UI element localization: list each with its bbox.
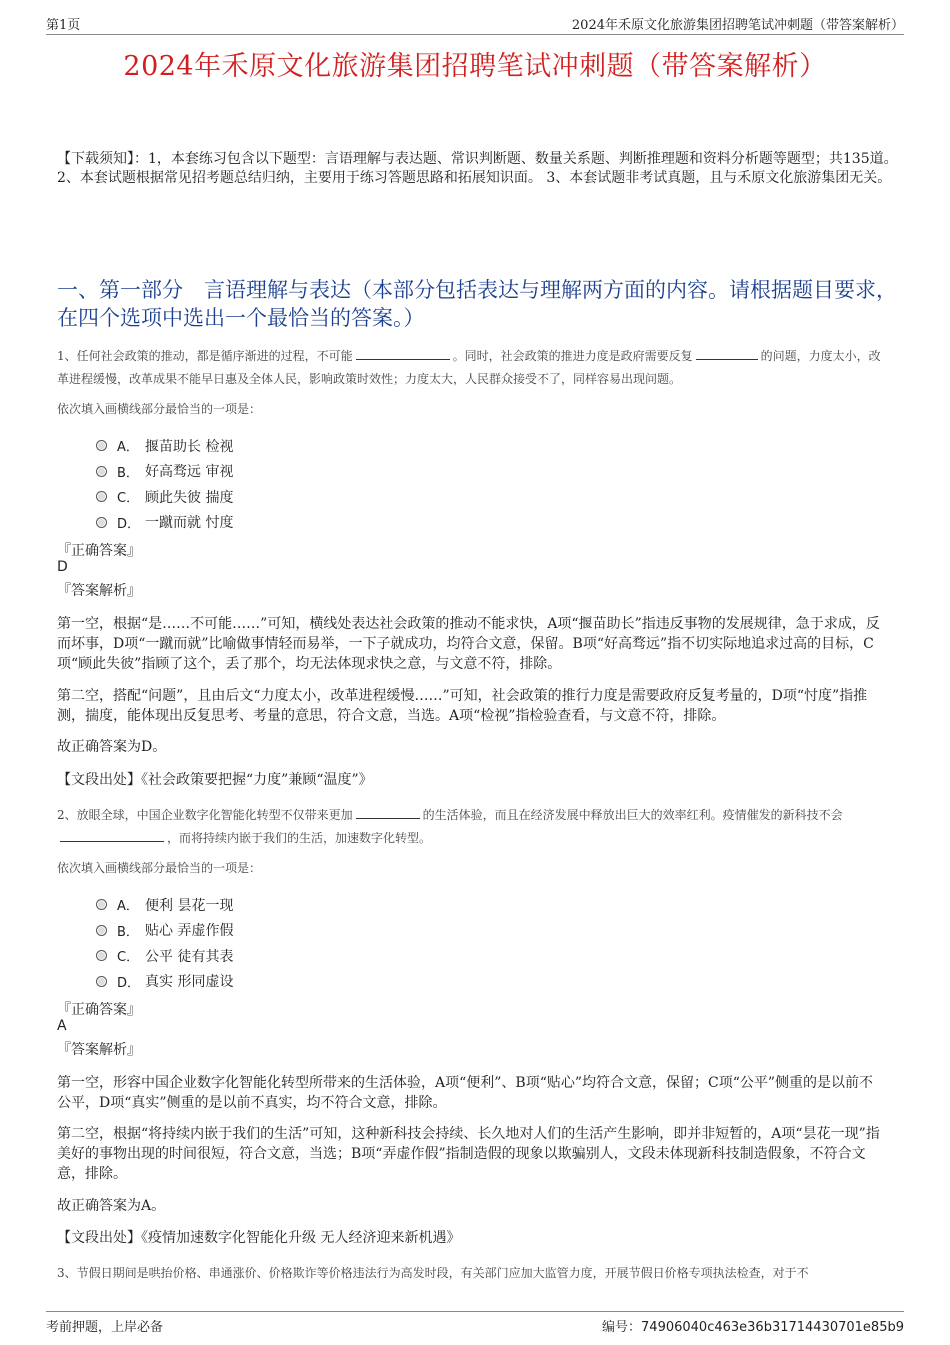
analysis-paragraph: 第一空，形容中国企业数字化智能化转型所带来的生活体验，A项“便利”、B项“贴心”均符合文意，保留；C项“公平”侧重的是以前不公平，D项“真实”侧重的是以前不真实，均不符合文意，排除。 [57, 1075, 874, 1111]
conclusion: 故正确答案为A。 [57, 1198, 166, 1214]
q2-options [96, 892, 233, 994]
page-footer [46, 1311, 904, 1336]
q2-text-part3: ，而将持续内嵌于我们的生活，加速数字化转型。 [167, 831, 432, 845]
document-code: 编号：74906040c463e36b31714430701e85b9 [602, 1320, 904, 1335]
analysis-paragraph: 第二空，根据“将持续内嵌于我们的生活”可知，这种新科技会持续、长久地对人们的生活产生影响，即并非短暂的，A项“昙花一现”指美好的事物出现的时间很短，符合文意，当选；B项“弄虚作假”指制造假的现象以欺骗别人，文段未体现新科技制造假象，不符合文意，排除。 [57, 1126, 880, 1182]
q1-text-part3: 的问题，力度太小，改革进程缓慢，改革成果不能早日惠及全体人民，影响政策时效性；力度太大，人民群众接受不了，同样容易出现问题。 [57, 349, 881, 386]
analysis-label: 『答案解析』 [57, 583, 141, 599]
radio-icon[interactable] [96, 899, 107, 910]
header-doc-title: 2024年禾原文化旅游集团招聘笔试冲刺题（带答案解析） [571, 18, 904, 33]
analysis-paragraph: 第二空，搭配“问题”，且由后文“力度太小，改革进程缓慢……”可知，社会政策的推行力度是需要政府反复考量的，D项“忖度”指推测，揣度，能体现出反复思考、考量的意思，符合文意，当选。A项“检视”指检验查看，与文意不符，排除。 [57, 688, 868, 724]
source-citation: 【文段出处】《社会政策要把握“力度”兼顾“温度”》 [57, 772, 373, 788]
question-3-stem: 3、节假日期间是哄抬价格、串通涨价、价格欺诈等价格违法行为高发时段，有关部门应加大监管力度，开展节假日价格专项执法检查，对于不 [57, 1266, 809, 1280]
page-number: 第1页 [46, 18, 81, 33]
option-a[interactable]: A． 便利 昙花一现 [96, 892, 233, 918]
page-title: 2024年禾原文化旅游集团招聘笔试冲刺题（带答案解析） [123, 51, 827, 82]
q1-prompt: 依次填入画横线部分最恰当的一项是： [57, 402, 262, 416]
option-b[interactable]: B． 贴心 弄虚作假 [96, 918, 233, 944]
page-header [46, 14, 904, 35]
radio-icon[interactable] [96, 950, 107, 961]
option-d[interactable]: D． 真实 形同虚设 [96, 969, 233, 995]
radio-icon[interactable] [96, 976, 107, 987]
radio-icon[interactable] [96, 517, 107, 528]
option-a[interactable]: A． 揠苗助长 检视 [96, 433, 233, 459]
footer-slogan: 考前押题，上岸必备 [46, 1320, 164, 1335]
source-citation: 【文段出处】《疫情加速数字化智能化升级 无人经济迎来新机遇》 [57, 1230, 461, 1246]
analysis-paragraph: 第一空，根据“是……不可能……”可知，横线处表达社会政策的推动不能求快，A项“揠苗助长”指违反事物的发展规律，急于求成，反而坏事，D项“一蹴而就”比喻做事情轻而易举，一下子就成功，均符合文意，保留。B项“好高骛远”指不切实际地追求过高的目标，C项“顾此失彼”指顾了这个，丢了那个，均无法体现求快之意，与文意不符，排除。 [57, 616, 880, 672]
answer-blank [60, 829, 164, 842]
section-heading: 一、第一部分 言语理解与表达（本部分包括表达与理解两方面的内容。请根据题目要求，在四个选项中选出一个最恰当的答案。） [57, 278, 897, 330]
option-b[interactable]: B． 好高骛远 审视 [96, 459, 233, 485]
question-2-stem [57, 804, 887, 850]
radio-icon[interactable] [96, 440, 107, 451]
q2-text-part1: 2、放眼全球，中国企业数字化智能化转型不仅带来更加 [57, 808, 353, 822]
q1-text-part2: 。同时，社会政策的推进力度是政府需要反复 [452, 349, 693, 363]
answer-blank [356, 806, 420, 819]
radio-icon[interactable] [96, 925, 107, 936]
analysis-label: 『答案解析』 [57, 1042, 141, 1058]
correct-answer: A [57, 1018, 67, 1034]
answer-blank [356, 347, 450, 360]
option-c[interactable]: C． 顾此失彼 揣度 [96, 484, 233, 510]
correct-answer-label: 『正确答案』 [57, 1002, 141, 1018]
conclusion: 故正确答案为D。 [57, 739, 167, 755]
correct-answer-label: 『正确答案』 [57, 543, 141, 559]
radio-icon[interactable] [96, 466, 107, 477]
q2-prompt: 依次填入画横线部分最恰当的一项是： [57, 861, 262, 875]
q1-text-part1: 1、任何社会政策的推动，都是循序渐进的过程，不可能 [57, 349, 353, 363]
question-1-stem [57, 345, 887, 391]
option-d[interactable]: D． 一蹴而就 忖度 [96, 510, 233, 536]
correct-answer: D [57, 559, 68, 575]
q1-options [96, 433, 233, 535]
option-c[interactable]: C． 公平 徒有其表 [96, 943, 233, 969]
radio-icon[interactable] [96, 491, 107, 502]
download-notice: 【下载须知】：1，本套练习包含以下题型：言语理解与表达题、常识判断题、数量关系题、判断推理题和资料分析题等题型；共135道。 2、本套试题根据常见招考题总结归纳，主要用于练习答题思路和拓展知识面。 3、本套试题非考试真题，且与禾原文化旅游集团无关。 [57, 151, 898, 186]
answer-blank [696, 347, 758, 360]
q2-text-part2: 的生活体验，而且在经济发展中释放出巨大的效率红利。疫情催发的新科技不会 [422, 808, 843, 822]
